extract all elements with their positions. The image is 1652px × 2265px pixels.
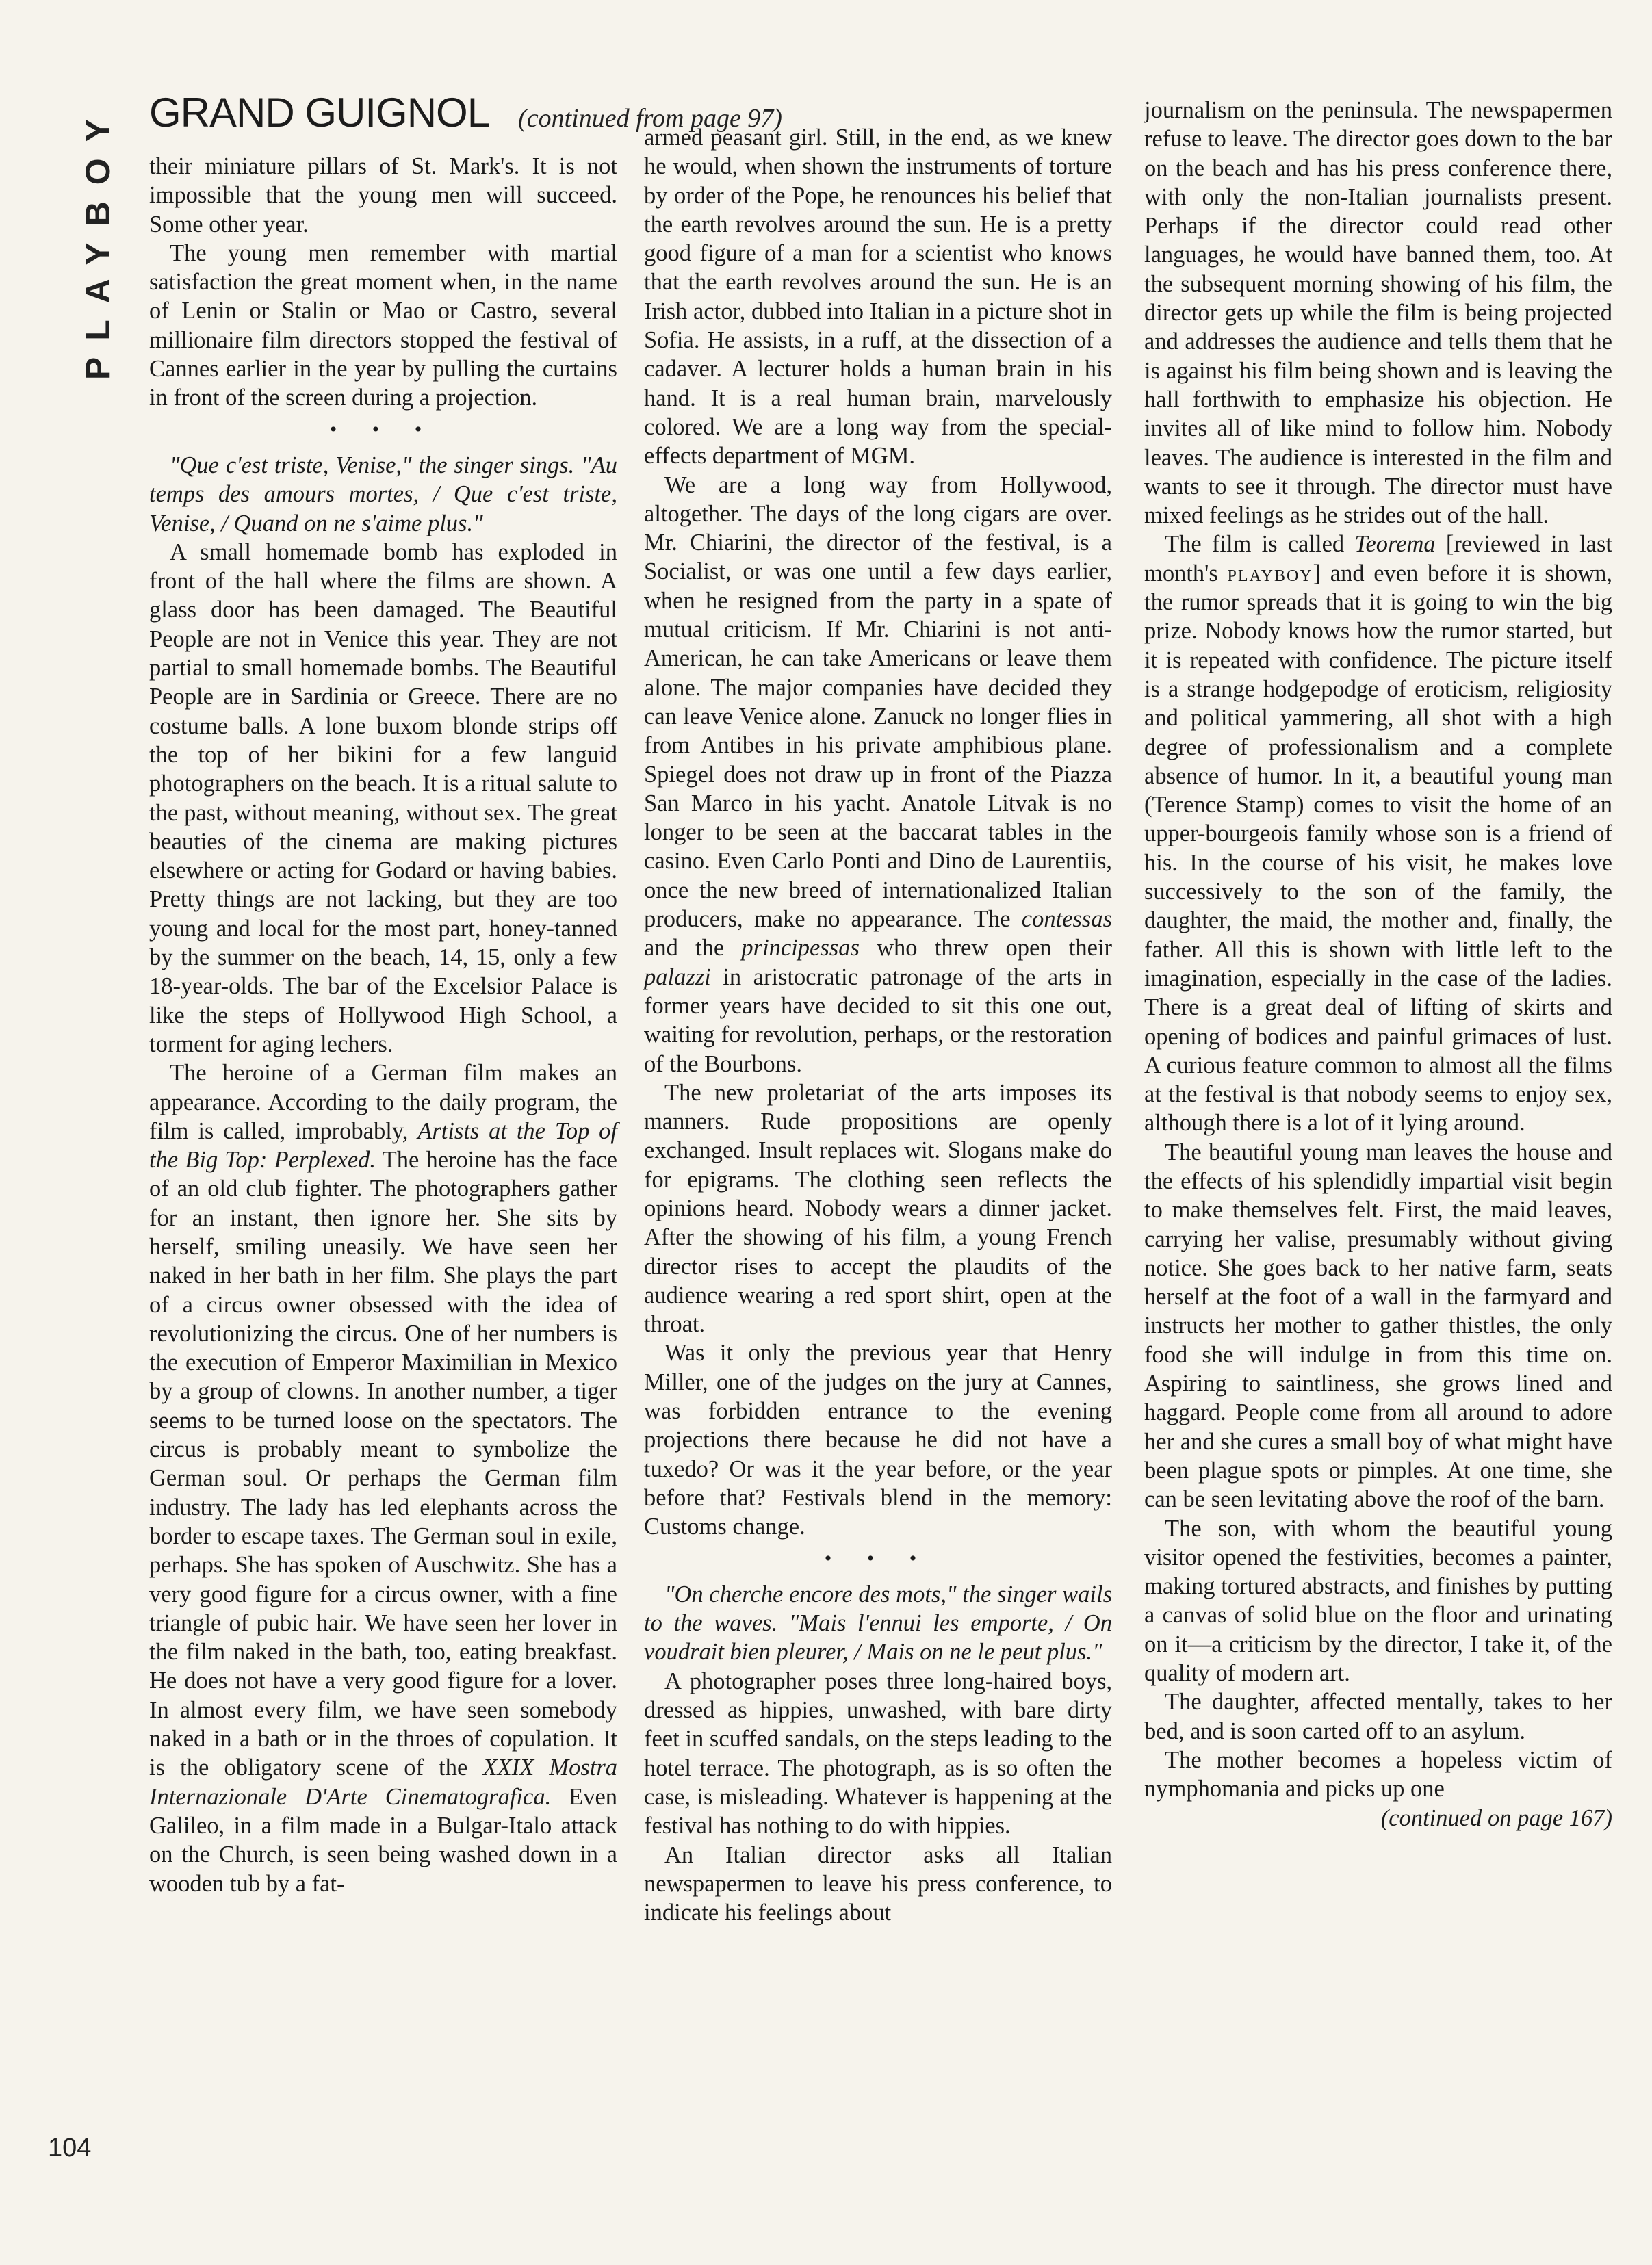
paragraph: journalism on the peninsula. The newspapermen refuse to leave. The director goes down to the bar on the beach and has his press conference there, with only the non-Italian journalists present. Perhaps if the director could read other languages, he would have banned them, too. At the subsequent morning showing of his film, the director gets up while the film is being projected and addresses the audience and tells them that he is against his film being shown and is leaving the hall forthwith to emphasize his objection. He invites all of like mind to follow him. Nobody leaves. The audience is interested in the film and wants to see it through. The director must have mixed feelings as he strides out of the hall. — [1144, 97, 1612, 529]
festival-name: XXIX Mostra Internazionale D'Arte Cinematografica. — [149, 1755, 618, 1810]
paragraph: The mother becomes a hopeless victim of nymphomania and picks up one — [1144, 1746, 1612, 1802]
page-number: 104 — [48, 2134, 92, 2162]
paragraph: A photographer poses three long-haired boys, dressed as hippies, unwashed, with bare dirty feet in scuffed sandals, on the steps leading to the hotel terrace. The photograph, as is so often the case, is misleading. Whatever is happening at the festival has nothing to do with hippies. — [644, 1668, 1112, 1839]
article-title: GRAND GUIGNOL — [149, 90, 490, 135]
paragraph: We are a long way from Hollywood, altogether. The days of the long cigars are over. Mr. Chiarini, the director of the festival, is a Socialist, or was one until a few days earlier, when he resigned from the party in a spate of mutual criticism. If Mr. Chiarini is not anti-American, he can take Americans or leave them alone. The major companies have decided they can leave Venice alone. Zanuck no longer flies in from Antibes in his private amphibious plane. Spiegel does not draw up in front of the Piazza San Marco in his yacht. Anatole Litvak is no longer to be seen at the baccarat tables in the casino. Even Carlo Ponti and Dino de Laurentiis, once the new breed of internationalized Italian producers, make no appearance. The contessas and the principessas who threw open their palazzi in aristocratic patronage of the arts in former years have decided to sit this one out, waiting for revolution, perhaps, or the restoration of the Bourbons. — [644, 471, 1113, 1077]
paragraph: Was it only the previous year that Henry Miller, one of the judges on the jury at Cannes, was forbidden entrance to the evening projections there because he did not have a tuxedo? Or was it the year before, or the year before that? Festivals blend in the memory: Customs change. — [644, 1340, 1112, 1540]
magazine-name-vertical: PLAYBOY — [79, 103, 117, 380]
text-column-1 — [149, 152, 617, 1898]
paragraph: The young men remember with martial satisfaction the great moment when, in the name of Lenin or Stalin or Mao or Castro, several millionaire film directors stopped the festival of Cannes earlier in the year by pulling the curtains in front of the screen during a projection. — [149, 240, 617, 411]
film-title: Teorema — [1354, 531, 1436, 558]
paragraph-song-quote: "On cherche encore des mots," the singer wails to the waves. "Mais l'ennui les emporte, / On voudrait bien pleurer, / Mais on ne le peut plus." — [644, 1581, 1112, 1666]
text-column-3 — [1144, 96, 1612, 1833]
paragraph-song-quote: "Que c'est triste, Venise," the singer sings. "Au temps des amours mortes, / Que c'est triste, Venise, / Quand on ne s'aime plus." — [149, 452, 617, 536]
paragraph: The film is called Teorema [reviewed in last month's playboy] and even before it is shown, the rumor spreads that it is going to win the big prize. Nobody knows how the rumor started, but it is repeated with confidence. The picture itself is a strange hodgepodge of eroticism, religiosity and political yammering, all shot with a high degree of professionalism and a complete absence of humor. In it, a beautiful young man (Terence Stamp) comes to visit the home of an upper-bourgeois family whose son is a friend of his. In the course of his visit, he makes love successively to the son of the family, the daughter, the maid, the mother and, finally, the father. All this is shown with little left to the imagination, especially in the case of the ladies. There is a great deal of lifting of skirts and opening of bodices and painful grimaces of lust. A curious feature common to almost all the films at the festival is that nobody seems to enjoy sex, although there is a lot of it lying around. — [1144, 531, 1613, 1137]
paragraph: An Italian director asks all Italian newspapermen to leave his press conference, to indicate his feelings about — [644, 1841, 1112, 1926]
paragraph: The new proletariat of the arts imposes its manners. Rude propositions are openly exchanged. Insult replaces wit. Slogans make do for epigrams. The clothing seen reflects the opinions heard. Nobody wears a dinner jacket. After the showing of his film, a young French director rises to accept the plaudits of the audience wearing a red sport shirt, open at the throat. — [644, 1079, 1112, 1338]
paragraph: armed peasant girl. Still, in the end, as we knew he would, when shown the instruments of torture by order of the Pope, he renounces his belief that the earth revolves around the sun. He is a pretty good figure of a man for a scientist who knows that the earth revolves around the sun. He is an Irish actor, dubbed into Italian in a picture shot in Sofia. He assists, in a ruff, at the dissection of a cadaver. A lecturer holds a human brain in his hand. It is a real human brain, marvelously colored. We are a long way from the special-effects department of MGM. — [644, 125, 1112, 469]
magazine-mention: playboy — [1227, 560, 1313, 586]
film-title: Artists at the Top of the Big Top: Perplexed. — [149, 1117, 618, 1174]
paragraph: The beautiful young man leaves the house and the effects of his splendidly impartial visit begin to make themselves felt. First, the maid leaves, carrying her valise, presumably without giving notice. She goes back to her native farm, seats herself at the foot of a wall in the farmyard and instructs her mother to gather thistles, the only food she will indulge in from this time on. Aspiring to saintliness, she grows lined and haggard. People come from all around to adore her and she cures a small boy of what might have been plague spots or pimples. At one time, she can be seen levitating above the roof of the barn. — [1144, 1139, 1612, 1513]
continued-on-note: (continued on page 167) — [1380, 1804, 1612, 1831]
paragraph: their miniature pillars of St. Mark's. It is not impossible that the young men will succeed. Some other year. — [149, 153, 617, 237]
continued-from-note: (continued from page 97) — [518, 104, 782, 133]
paragraph: The son, with whom the beautiful young visitor opened the festivities, becomes a painter, making tortured abstracts, and finishes by putting a canvas of solid blue on the floor and urinating on it—a criticism by the director, I take it, of the quality of modern art. — [1144, 1515, 1612, 1687]
paragraph: The heroine of a German film makes an appearance. According to the daily program, the film is called, improbably, Artists at the Top of the Big Top: Perplexed. The heroine has the face of an old club fighter. The photographers gather for an instant, then ignore her. She sits by herself, smiling uneasily. We have seen her naked in her bath in her film. She plays the part of a circus owner obsessed with the idea of revolutionizing the circus. One of her numbers is the execution of Emperor Maximilian in Mexico by a group of clowns. In another number, a tiger seems to be turned loose on the spectators. The circus is probably meant to symbolize the German soul. Or perhaps the German film industry. The lady has led elephants across the border to escape taxes. The German soul in exile, perhaps. She has spoken of Auschwitz. She has a very good figure for a circus owner, with a fine triangle of pubic hair. We have seen her lover in the film naked in the bath, too, eating breakfast. He does not have a very good figure for a lover. In almost every film, we have seen somebody naked in a bath or in the throes of copulation. It is the obligatory scene of the XXIX Mostra Internazionale D'Arte Cinematografica. Even Galileo, in a film made in a Bulgar-Italo attack on the Church, is seen being washed down in a wooden tub by a fat- — [149, 1060, 618, 1897]
paragraph: A small homemade bomb has exploded in front of the hall where the films are shown. A glass door has been damaged. The Beautiful People are not in Venice this year. They are not partial to small homemade bombs. The Beautiful People are in Sardinia or Greece. There are no costume balls. A lone buxom blonde strips off the top of her bikini for a few languid photographers on the beach. It is a ritual salute to the past, without meaning, without sex. The great beauties of the cinema are making pictures elsewhere or acting for Godard or having babies. Pretty things are not lacking, but they are too young and local for the most part, honey-tanned by the summer on the beach, 14, 15, only a few 18-year-olds. The bar of the Excelsior Palace is like the steps of Hollywood High School, a torment for aging lechers. — [149, 539, 617, 1057]
section-separator: • • • — [329, 417, 437, 441]
section-separator: • • • — [824, 1546, 932, 1570]
text-column-2 — [644, 123, 1112, 1927]
paragraph: The daughter, affected mentally, takes to her bed, and is soon carted off to an asylum. — [1144, 1689, 1612, 1744]
